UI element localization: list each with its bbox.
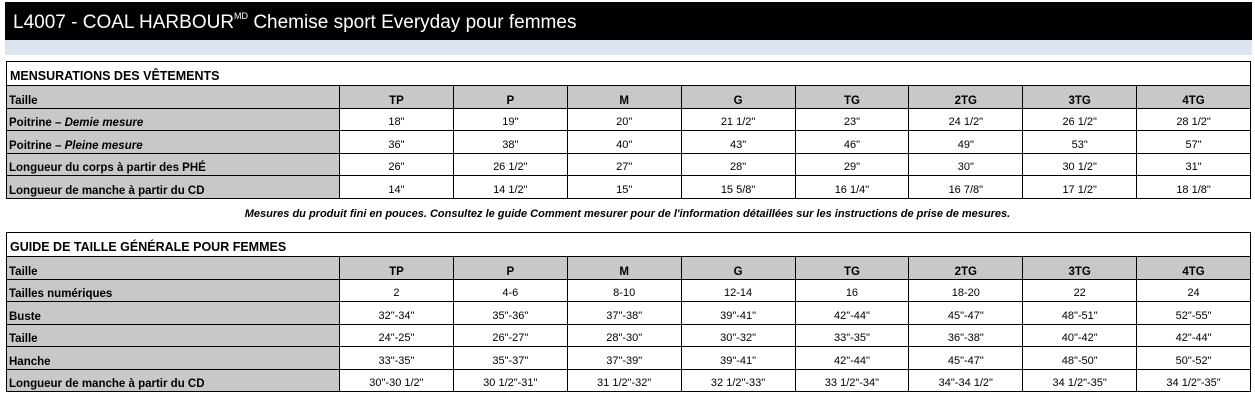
table-cell: 53": [1023, 131, 1137, 154]
table-row: [7, 369, 1251, 392]
table-cell: 31 1/2"-32": [567, 369, 681, 392]
size-header-row: [7, 257, 1251, 280]
table-cell: 16 1/4": [795, 176, 909, 199]
size-header-cell: M: [567, 257, 681, 280]
table-cell: 34"-34 1/2": [909, 369, 1023, 392]
table-cell: 52"-55": [1137, 302, 1251, 325]
row-label: [7, 176, 340, 199]
table-cell: 40"-42": [1023, 324, 1137, 347]
table-cell: 37"-38": [567, 302, 681, 325]
table-cell: 36"-38": [909, 324, 1023, 347]
table-row: [7, 324, 1251, 347]
table-cell: 16 7/8": [909, 176, 1023, 199]
table-cell: 14 1/2": [453, 176, 567, 199]
table-cell: 48"-51": [1023, 302, 1137, 325]
table-cell: 24: [1137, 279, 1251, 302]
size-header-cell: 4TG: [1137, 257, 1251, 280]
size-header-cell: M: [567, 86, 681, 109]
size-header-cell: 4TG: [1137, 86, 1251, 109]
table-cell: 57": [1137, 131, 1251, 154]
size-header-cell: G: [681, 257, 795, 280]
table-cell: 33"-35": [795, 324, 909, 347]
size-header-cell: P: [453, 86, 567, 109]
table-row: [7, 176, 1251, 199]
section-heading: GUIDE DE TAILLE GÉNÉRALE POUR FEMMES: [7, 233, 1251, 257]
table-cell: 45"-47": [909, 302, 1023, 325]
header-strip: [5, 40, 1252, 55]
table-cell: 23": [795, 108, 909, 131]
size-label: Taille: [7, 257, 340, 280]
size-header-row: [7, 86, 1251, 109]
table-cell: 26"-27": [453, 324, 567, 347]
title-superscript: MD: [234, 11, 249, 21]
table-cell: 14": [340, 176, 454, 199]
size-header-cell: P: [453, 257, 567, 280]
page-title: [13, 12, 576, 34]
section-heading-row: [7, 233, 1251, 257]
row-label-text: Tailles numériques: [9, 288, 113, 300]
table-cell: 28": [681, 153, 795, 176]
row-label-text: Poitrine –: [9, 139, 65, 152]
table-cell: 28"-30": [567, 324, 681, 347]
table-cell: 45"-47": [909, 347, 1023, 370]
row-label: [7, 279, 340, 302]
table-cell: 40": [567, 131, 681, 154]
table-cell: 18 1/8": [1137, 176, 1251, 199]
measurement-note: Mesures du produit fini en pouces. Consultez le guide Comment mesurer pour de l'information détaillées sur les instructions de prise de mesures.: [244, 208, 1011, 220]
table-cell: 20": [567, 108, 681, 131]
row-label-text: Longueur de manche à partir du CD: [9, 184, 205, 197]
section-heading-row: [7, 62, 1251, 86]
row-label: [7, 369, 340, 392]
row-label-italic: Demie mesure: [64, 117, 144, 129]
table-row: [7, 347, 1251, 370]
table-cell: 27": [567, 153, 681, 176]
table-cell: 16: [795, 279, 909, 302]
row-label: [7, 302, 340, 325]
row-label-text: Poitrine –: [9, 117, 65, 129]
row-label: [7, 347, 340, 370]
table-row: [7, 279, 1251, 302]
table-cell: 17 1/2": [1023, 176, 1137, 199]
row-label-text: Longueur de manche à partir du CD: [9, 378, 205, 390]
row-label: [7, 108, 340, 131]
table-cell: 30 1/2": [1023, 153, 1137, 176]
table-row: [7, 153, 1251, 176]
title-text-rest: Chemise sport Everyday pour femmes: [248, 12, 577, 33]
table-cell: 26 1/2": [1023, 108, 1137, 131]
table-cell: 33"-35": [340, 347, 454, 370]
table-cell: 50"-52": [1137, 347, 1251, 370]
size-header-cell: TG: [795, 86, 909, 109]
table-row: [7, 302, 1251, 325]
table-cell: 12-14: [681, 279, 795, 302]
table-cell: 26": [340, 153, 454, 176]
table-cell: 35"-37": [453, 347, 567, 370]
row-label-text: Longueur du corps à partir des PHÉ: [9, 162, 206, 174]
table-cell: 38": [453, 131, 567, 154]
table-cell: 4-6: [453, 279, 567, 302]
table-cell: 2: [340, 279, 454, 302]
table-cell: 49": [909, 131, 1023, 154]
table-cell: 46": [795, 131, 909, 154]
size-header-cell: TP: [340, 257, 454, 280]
table-cell: 26 1/2": [453, 153, 567, 176]
table-cell: 30"-30 1/2": [340, 369, 454, 392]
table-cell: 15": [567, 176, 681, 199]
table-cell: 39"-41": [681, 302, 795, 325]
size-header-cell: TP: [340, 86, 454, 109]
size-header-cell: 2TG: [909, 257, 1023, 280]
title-bar: [5, 2, 1252, 40]
row-label: [7, 131, 340, 154]
table-cell: 34 1/2"-35": [1023, 369, 1137, 392]
table-cell: 22: [1023, 279, 1137, 302]
table-cell: 32"-34": [340, 302, 454, 325]
table-cell: 19": [453, 108, 567, 131]
row-label: [7, 324, 340, 347]
table-cell: 24 1/2": [909, 108, 1023, 131]
table-cell: 18": [340, 108, 454, 131]
table-cell: 33 1/2"-34": [795, 369, 909, 392]
table-cell: 42"-44": [795, 302, 909, 325]
size-header-cell: TG: [795, 257, 909, 280]
table-row: [7, 108, 1251, 131]
table-cell: 18-20: [909, 279, 1023, 302]
table-cell: 8-10: [567, 279, 681, 302]
table-cell: 43": [681, 131, 795, 154]
table-row: [7, 131, 1251, 154]
size-header-cell: 3TG: [1023, 86, 1137, 109]
row-label-text: Buste: [9, 310, 41, 323]
table-cell: 28 1/2": [1137, 108, 1251, 131]
table-cell: 36": [340, 131, 454, 154]
table-cell: 42"-44": [795, 347, 909, 370]
row-label: [7, 153, 340, 176]
table-cell: 31": [1137, 153, 1251, 176]
table-cell: 39"-41": [681, 347, 795, 370]
table-cell: 42"-44": [1137, 324, 1251, 347]
table-cell: 34 1/2"-35": [1137, 369, 1251, 392]
row-label-text: Hanche: [9, 355, 51, 368]
table-cell: 48"-50": [1023, 347, 1137, 370]
table-cell: 32 1/2"-33": [681, 369, 795, 392]
size-label: Taille: [7, 86, 340, 109]
table-cell: 30 1/2"-31": [453, 369, 567, 392]
row-label-text: Taille: [9, 333, 38, 345]
table-cell: 35"-36": [453, 302, 567, 325]
size-header-cell: 2TG: [909, 86, 1023, 109]
title-text: L4007 - COAL HARBOUR: [13, 12, 235, 33]
table-cell: 30": [909, 153, 1023, 176]
size-guide-table: [6, 232, 1251, 392]
table-cell: 21 1/2": [681, 108, 795, 131]
row-label-italic: Pleine mesure: [64, 139, 143, 152]
section-heading: MENSURATIONS DES VÊTEMENTS: [7, 62, 1251, 86]
size-header-cell: G: [681, 86, 795, 109]
table-cell: 29": [795, 153, 909, 176]
table-cell: 37"-39": [567, 347, 681, 370]
table-cell: 15 5/8": [681, 176, 795, 199]
table-cell: 30"-32": [681, 324, 795, 347]
size-header-cell: 3TG: [1023, 257, 1137, 280]
table-cell: 24"-25": [340, 324, 454, 347]
measurements-table: [6, 61, 1251, 199]
